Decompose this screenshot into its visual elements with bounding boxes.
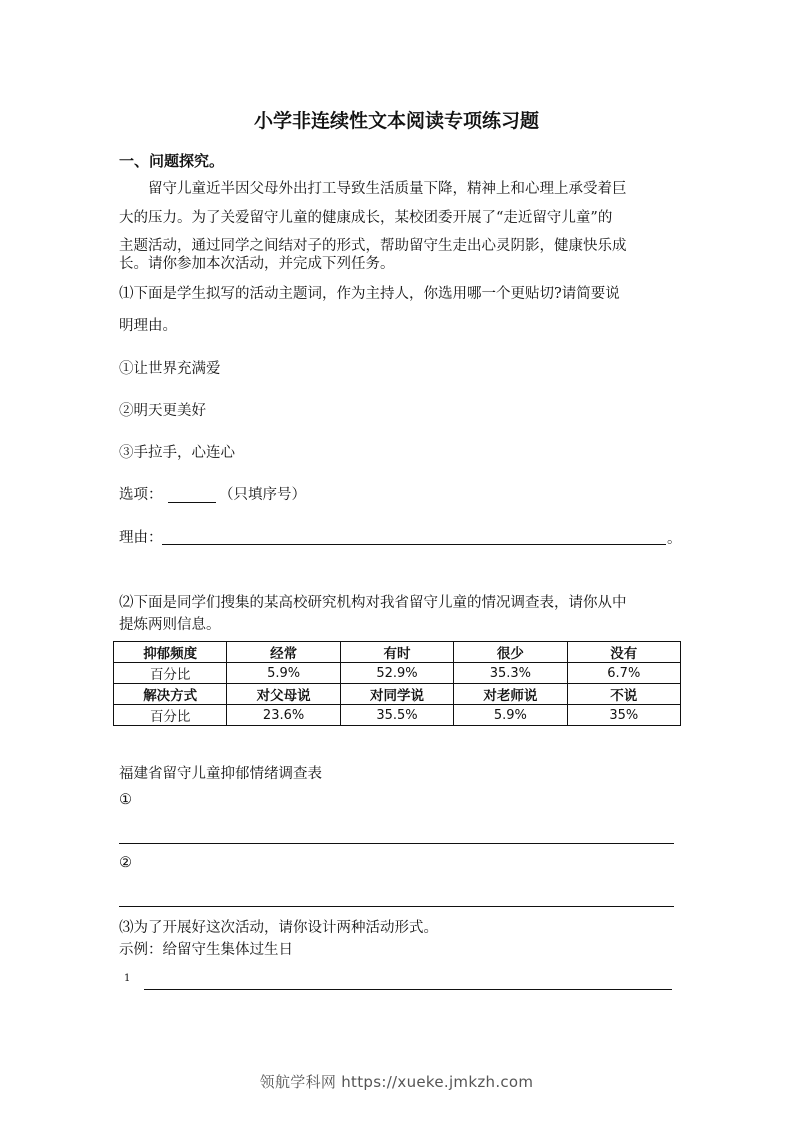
table-cell: 有时 [340,642,453,663]
blank-marker-1: ① [119,792,132,808]
answer-blank-2[interactable] [119,906,674,907]
table-cell: 没有 [567,642,680,663]
choice-hint: （只填序号） [219,487,306,503]
table-cell: 很少 [454,642,567,663]
table-cell: 不说 [567,684,680,705]
table-cell: 百分比 [114,705,227,726]
intro-line-4: 长。请你参加本次活动，并完成下列任务。 [119,256,395,272]
table-row [114,705,681,726]
table-cell: 35.3% [454,663,567,684]
q2-prompt-line-2: 提炼两则信息。 [119,617,221,633]
survey-table [113,641,681,726]
q3-example: 示例：给留守生集体过生日 [119,942,293,958]
table-cell: 23.6% [227,705,340,726]
page-title: 小学非连续性文本阅读专项练习题 [253,110,539,132]
table-cell: 对父母说 [227,684,340,705]
table-cell: 35.5% [340,705,453,726]
q2-prompt-line-1: ⑵下面是同学们搜集的某高校研究机构对我省留守儿童的情况调查表，请你从中 [119,595,627,611]
q1-prompt-line-2: 明理由。 [119,318,177,334]
q1-prompt-line-1: ⑴下面是学生拟写的活动主题词，作为主持人，你选用哪一个更贴切?请简要说 [119,286,620,302]
table-row [114,663,681,684]
option-2: ②明天更美好 [119,403,206,419]
choice-blank[interactable] [168,502,216,503]
table-row [114,684,681,705]
blank-marker-3: 1 [124,973,131,984]
blank-marker-2: ② [119,855,132,871]
table-cell: 52.9% [340,663,453,684]
table-cell: 对老师说 [454,684,567,705]
option-3: ③手拉手，心连心 [119,445,235,461]
table-cell: 35% [567,705,680,726]
table-cell: 解决方式 [114,684,227,705]
reason-end: 。 [667,531,682,547]
footer-watermark: 领航学科网 https://xueke.jmkzh.com [259,1073,534,1091]
reason-label: 理由： [119,530,163,546]
answer-blank-3[interactable] [144,989,672,990]
table-cell: 5.9% [454,705,567,726]
intro-line-2: 大的压力。为了关爱留守儿童的健康成长，某校团委开展了“走近留守儿童”的 [119,210,613,226]
table-cell: 抑郁频度 [114,642,227,663]
choice-label: 选项： [119,487,163,503]
intro-line-1: 留守儿童近半因父母外出打工导致生活质量下降，精神上和心理上承受着巨 [119,181,627,197]
reason-blank[interactable] [162,544,666,545]
table-cell: 5.9% [227,663,340,684]
table-cell: 百分比 [114,663,227,684]
table-cell: 经常 [227,642,340,663]
intro-line-3: 主题活动，通过同学之间结对子的形式，帮助留守生走出心灵阴影，健康快乐成 [119,238,627,254]
table-row [114,642,681,663]
section-heading: 一、问题探究。 [119,152,225,170]
option-1: ①让世界充满爱 [119,361,221,377]
table-caption: 福建省留守儿童抑郁情绪调查表 [119,766,322,782]
table-cell: 6.7% [567,663,680,684]
q3-prompt: ⑶为了开展好这次活动，请你设计两种活动形式。 [119,920,438,936]
answer-blank-1[interactable] [119,843,674,844]
table-cell: 对同学说 [340,684,453,705]
